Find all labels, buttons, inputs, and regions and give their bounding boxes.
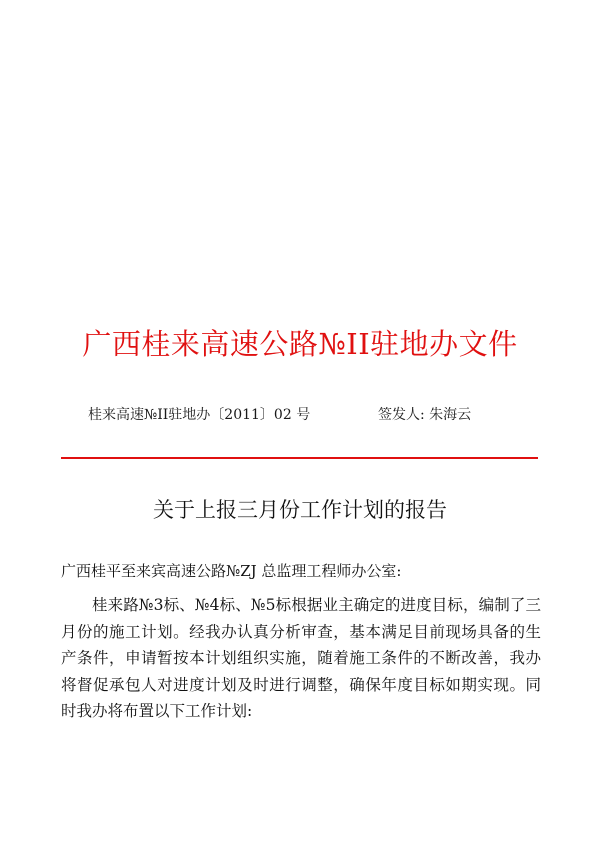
- document-number: 桂来高速№II驻地办〔2011〕02 号: [88, 407, 311, 423]
- document-title: 关于上报三月份工作计划的报告: [153, 498, 447, 522]
- red-divider-line: [61, 457, 538, 459]
- addressee-line: 广西桂平至来宾高速公路№ZJ 总监理工程师办公室:: [61, 562, 402, 580]
- signer-label: 签发人: 朱海云: [378, 407, 472, 423]
- body-paragraph: 桂来路№3标、№4标、№5标根据业主确定的进度目标，编制了三月份的施工计划。经我办认真分析审查，基本满足目前现场具备的生产条件，申请暂按本计划组织实施，随着施工条件的不断改善，我办将督促承包人对进度计划及时进行调整，确保年度目标如期实现。同时我办将布置以下工作计划:: [61, 596, 541, 720]
- masthead-title: 广西桂来高速公路№II驻地办文件: [82, 327, 518, 361]
